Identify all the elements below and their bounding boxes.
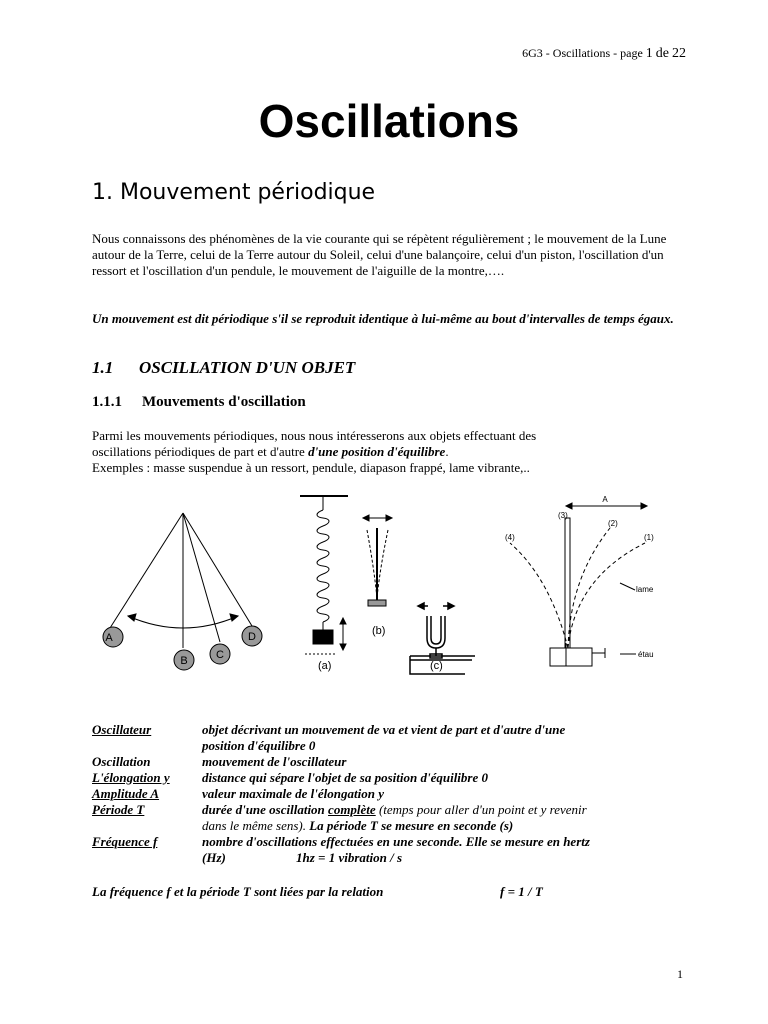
section-heading-1-1: 1.1 OSCILLATION D'UN OBJET [92,358,356,377]
frequency-formula: f = 1 / T [500,884,543,899]
oscillators-figure [80,488,660,683]
definition-row: Amplitude A valeur maximale de l'élongation y [92,786,384,801]
definition-periodic: Un mouvement est dit périodique s'il se reproduit identique à lui-même au bout d'intervalles de temps égaux. [92,311,674,326]
definition-row: Oscillation mouvement de l'oscillateur [92,754,347,769]
section-heading-1: 1. Mouvement périodique [92,180,376,205]
section-heading-1-1-1: 1.1.1 Mouvements d'oscillation [92,394,306,410]
blade-label-etau: étau [638,650,654,659]
blade-label-4: (4) [505,533,515,542]
page-title: Oscillations [258,95,520,147]
blade-label-lame: lame [636,585,654,594]
page-header: 6G3 - Oscillations - page 1 de 22 [522,46,686,61]
vibrating-rod-diagram [363,515,392,606]
vibrating-blade-diagram [510,503,647,666]
spring-mass-diagram [300,496,348,654]
relation-text: La fréquence f et la période T sont liées par la relation [92,884,384,899]
rod-label-b: (b) [372,625,386,637]
pendulum-label-a: A [105,632,113,644]
definition-row: Oscillateur objet décrivant un mouvement de va et vient de part et d'autre d'une position d'équilibre 0 [92,722,566,753]
definition-row-periode: Période T durée d'une oscillation complète (temps pour aller d'un point et y revenir dans le même sens). La période T se mesure en seconde (s) [92,802,587,833]
pendulum-label-b: B [180,655,188,667]
fork-label-c: (c) [430,660,443,672]
pendulum-label-d: D [248,631,256,643]
examples-paragraph: Parmi les mouvements périodiques, nous nous intéresserons aux objets effectuant des oscillations périodiques de part et d'autre d'une position d'équilibre. Exemples : masse suspendue à un ressort, pendule, diapason frappé, lame vibrante,.. [92,428,537,475]
definitions-list [92,722,712,866]
blade-label-2: (2) [608,519,618,528]
blade-label-amplitude: A [602,495,608,504]
definition-row-frequence: Fréquence f nombre d'oscillations effectuées en une seconde. Elle se mesure en hertz (Hz) 1hz = 1 vibration / s [92,834,590,865]
pendulum-label-c: C [216,649,224,661]
blade-label-1: (1) [644,533,654,542]
pendulum-diagram [103,513,262,670]
page-number: 1 [677,967,683,981]
definition-row: L'élongation y distance qui sépare l'objet de sa position d'équilibre 0 [92,770,488,785]
intro-paragraph: Nous connaissons des phénomènes de la vie courante qui se répètent régulièrement ; le mouvement de la Lune autour de la Terre, celui de la Terre autour du Soleil, celui d'une balançoire, celui d'un piston, l'oscillation d'un ressort et l'oscillation d'un pendule, le mouvement de l'aiguille de la montre,…. [92,231,667,278]
blade-label-3: (3) [558,511,568,520]
spring-label-a: (a) [318,660,332,672]
